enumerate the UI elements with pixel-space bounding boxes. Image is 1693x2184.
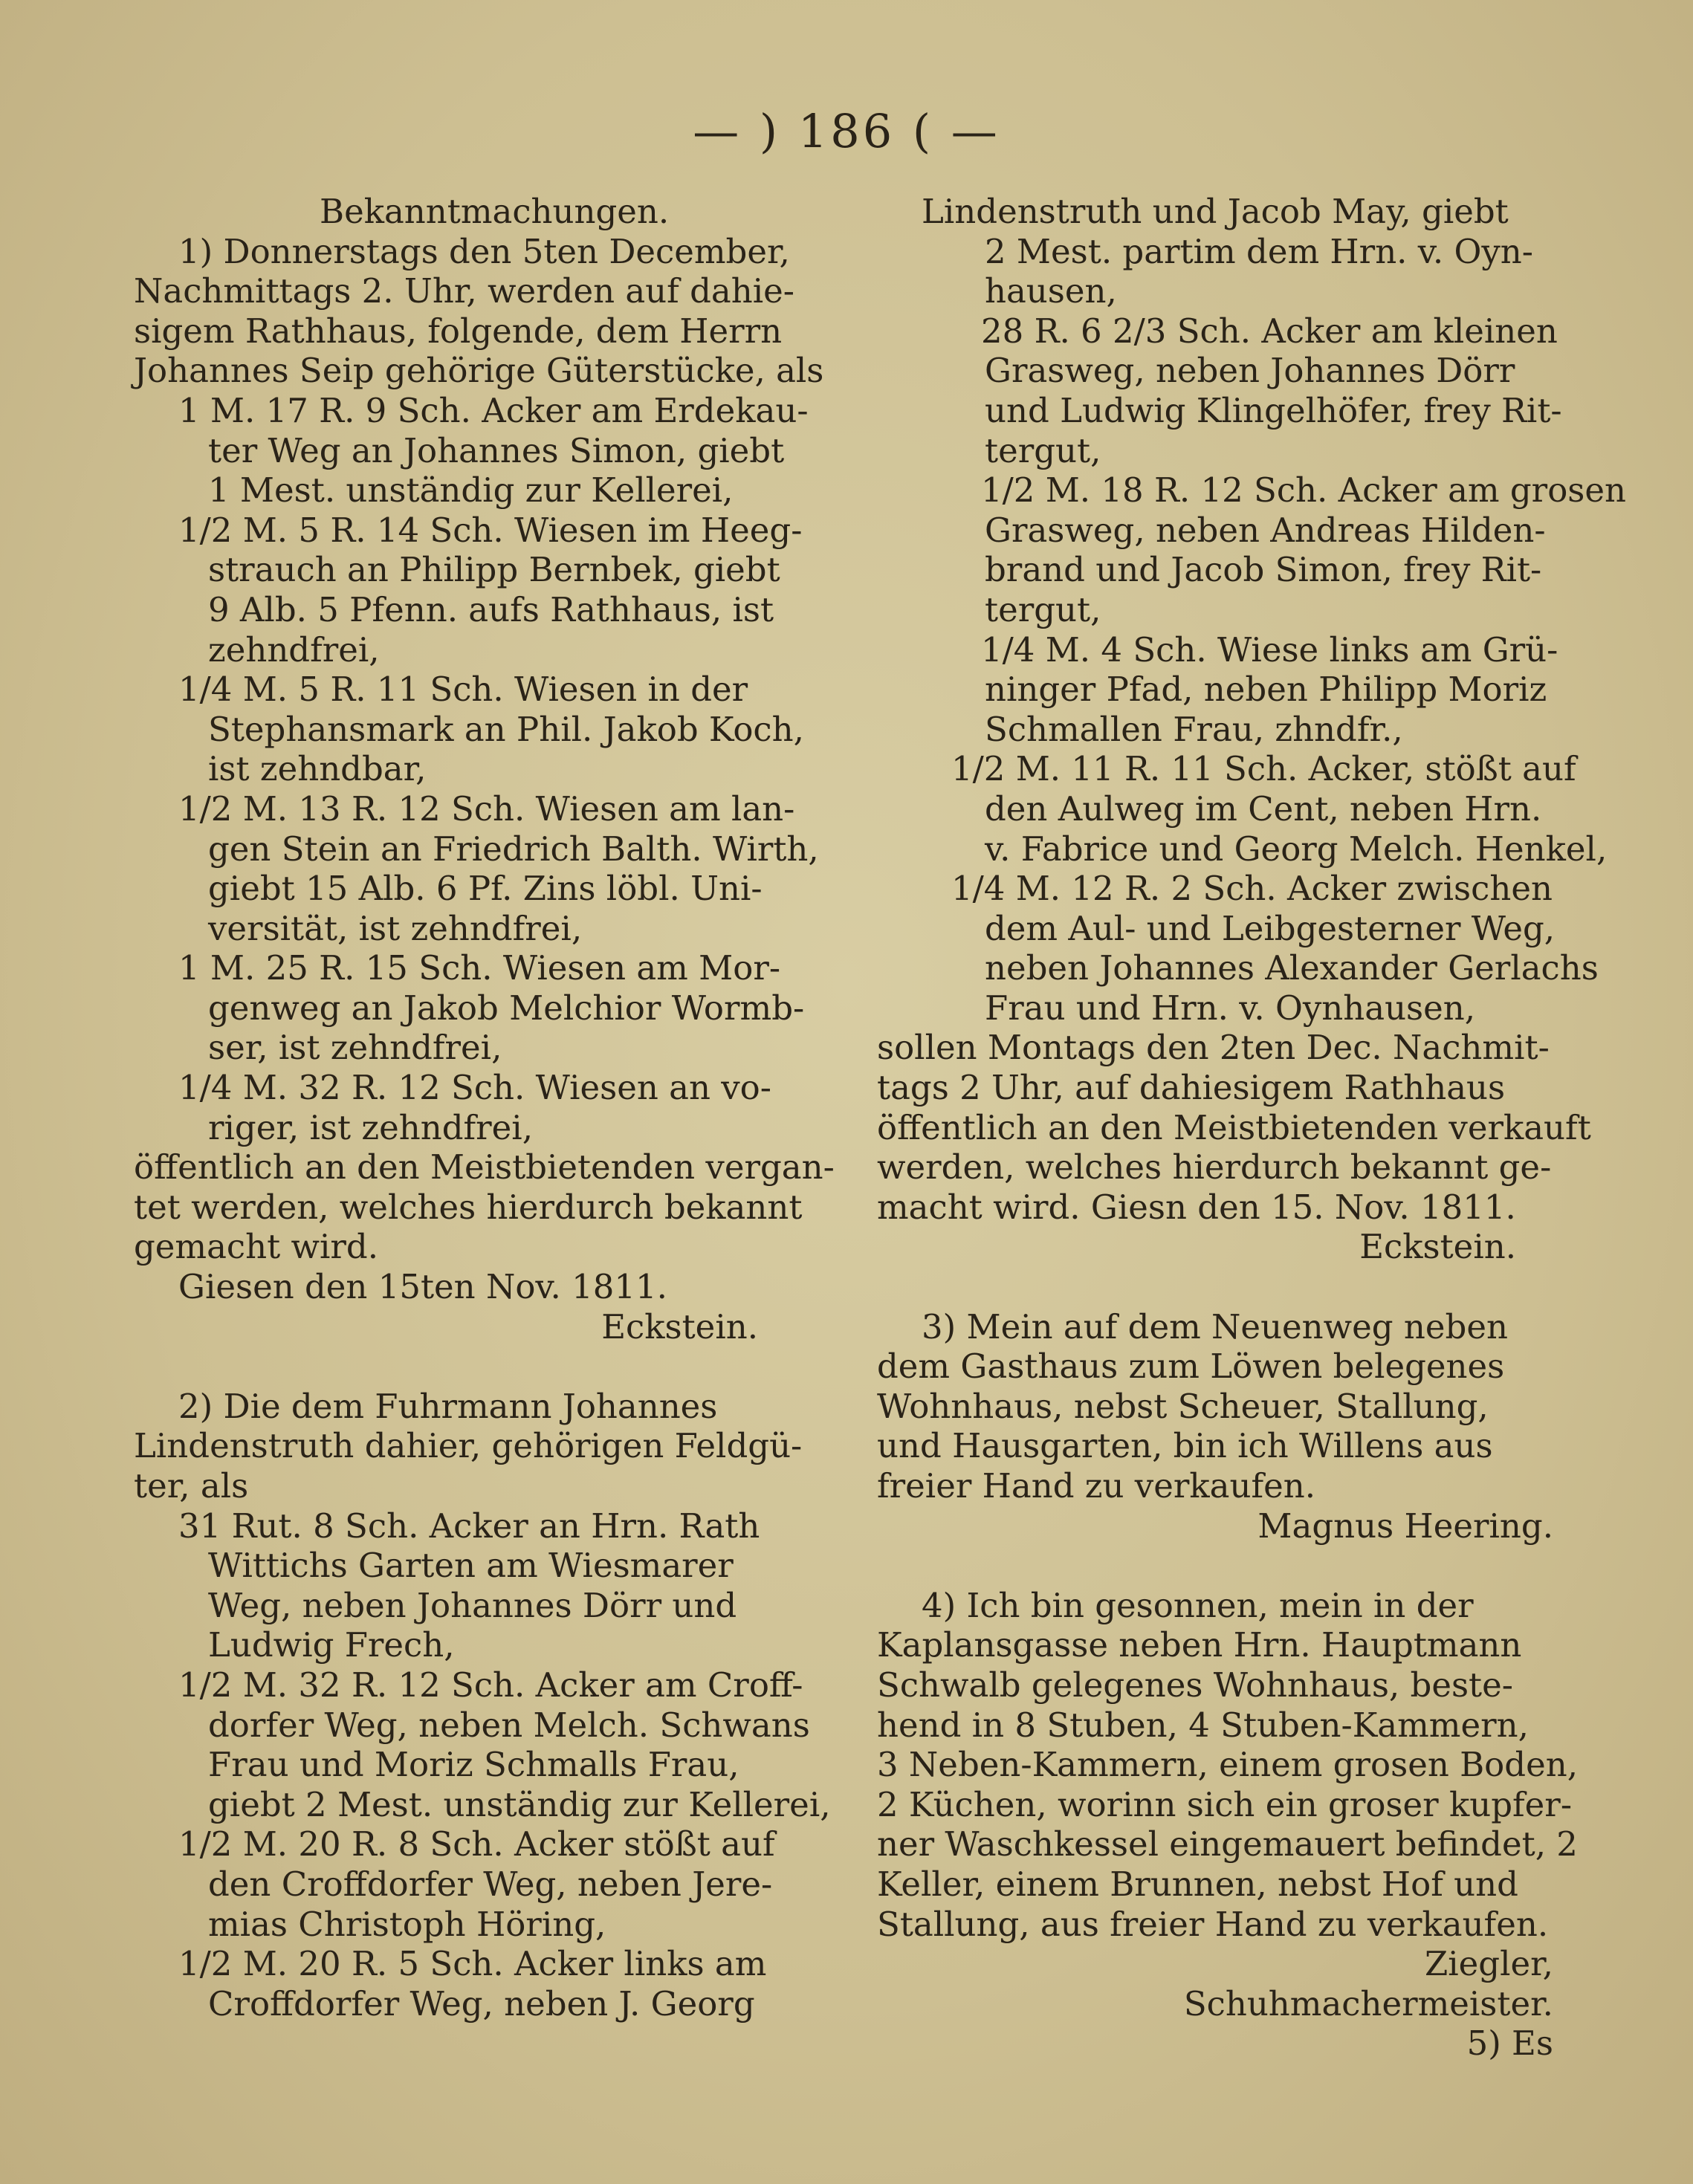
notice-3-signature: Magnus Heering.	[1257, 1506, 1553, 1546]
notice-1-line: Stephansmark an Phil. Jakob Koch,	[208, 709, 804, 749]
notice-2-cont-line: tags 2 Uhr, auf dahiesigem Rathhaus	[877, 1068, 1506, 1108]
notice-2-cont-line: sollen Montags den 2ten Dec. Nachmit-	[877, 1028, 1550, 1068]
notice-2-cont-line: 1/2 M. 11 R. 11 Sch. Acker, stößt auf	[951, 749, 1576, 789]
notice-4-line: 2 Küchen, worinn sich ein groser kupfer-	[877, 1784, 1573, 1824]
notice-2-line: 31 Rut. 8 Sch. Acker an Hrn. Rath	[178, 1506, 760, 1546]
notice-1-line: 9 Alb. 5 Pfenn. aufs Rathhaus, ist	[208, 589, 774, 629]
notice-2-cont-line: 1/4 M. 4 Sch. Wiese links am Grü-	[981, 629, 1558, 670]
notice-2-signature: Eckstein.	[1359, 1227, 1516, 1267]
notice-2-cont-line: 1/4 M. 12 R. 2 Sch. Acker zwischen	[951, 869, 1553, 909]
notice-4-line: Stallung, aus freier Hand zu verkaufen.	[877, 1904, 1549, 1944]
notice-2-line: Croffdorfer Weg, neben J. Georg	[208, 1983, 755, 2023]
notice-2-cont-line: ninger Pfad, neben Philipp Moriz	[985, 670, 1547, 710]
notice-2-line: giebt 2 Mest. unständig zur Kellerei,	[208, 1784, 831, 1824]
notice-1-line: zehndfrei,	[208, 629, 380, 670]
notice-4-signature: Ziegler,	[1425, 1944, 1553, 1984]
notice-1-line: Johannes Seip gehörige Güterstücke, als	[134, 351, 824, 391]
notice-4-line: hend in 8 Stuben, 4 Stuben-Kammern,	[877, 1705, 1529, 1745]
notice-2-cont-line: brand und Jacob Simon, frey Rit-	[985, 550, 1542, 590]
notice-2-line: 2) Die dem Fuhrmann Johannes	[178, 1386, 718, 1426]
notice-2-date: macht wird. Giesn den 15. Nov. 1811.	[877, 1187, 1516, 1227]
notice-2-cont-line: und Ludwig Klingelhöfer, frey Rit-	[985, 390, 1562, 430]
notice-1-line: versität, ist zehndfrei,	[208, 908, 583, 948]
notice-2-cont-line: neben Johannes Alexander Gerlachs	[985, 948, 1599, 988]
notice-2-cont-line: öffentlich an den Meistbietenden verkauft	[877, 1107, 1591, 1147]
notice-4-signature-title: Schuhmachermeister.	[1183, 1983, 1553, 2023]
notice-2-cont-line: Lindenstruth und Jacob May, giebt	[922, 192, 1509, 231]
notice-1-line: sigem Rathhaus, folgende, dem Herrn	[134, 311, 783, 351]
notice-2-line: dorfer Weg, neben Melch. Schwans	[208, 1705, 810, 1745]
notice-2-line: Lindenstruth dahier, gehörigen Feldgü-	[134, 1426, 803, 1466]
notice-4-line: 3 Neben-Kammern, einem grosen Boden,	[877, 1745, 1579, 1785]
section-title: Bekanntmachungen.	[320, 192, 670, 231]
notice-1-date: Giesen den 15ten Nov. 1811.	[178, 1267, 667, 1307]
notice-2-line: Ludwig Frech,	[208, 1625, 455, 1665]
notice-1-line: 1/4 M. 32 R. 12 Sch. Wiesen an vo-	[178, 1068, 771, 1108]
notice-4-line: Keller, einem Brunnen, nebst Hof und	[877, 1864, 1518, 1904]
notice-3-line: Wohnhaus, nebst Scheuer, Stallung,	[877, 1386, 1489, 1426]
page-number-header: — ) 186 ( —	[693, 104, 1000, 158]
notice-1-line: gemacht wird.	[134, 1227, 379, 1267]
notice-2-cont-line: tergut,	[985, 430, 1101, 470]
notice-3-line: 3) Mein auf dem Neuenweg neben	[922, 1306, 1508, 1347]
notice-1-line: 1/2 M. 13 R. 12 Sch. Wiesen am lan-	[178, 788, 795, 829]
notice-2-line: Weg, neben Johannes Dörr und	[208, 1585, 737, 1625]
notice-1-line: giebt 15 Alb. 6 Pf. Zins löbl. Uni-	[208, 869, 763, 909]
notice-2-cont-line: Schmallen Frau, zhndfr.,	[985, 709, 1403, 749]
notice-2-line: 1/2 M. 32 R. 12 Sch. Acker am Croff-	[178, 1665, 803, 1705]
notice-2-line: 1/2 M. 20 R. 5 Sch. Acker links am	[178, 1944, 767, 1984]
notice-2-cont-line: Grasweg, neben Johannes Dörr	[985, 351, 1515, 391]
notice-1-line: 1/4 M. 5 R. 11 Sch. Wiesen in der	[178, 670, 748, 710]
notice-4-line: Kaplansgasse neben Hrn. Hauptmann	[877, 1625, 1522, 1665]
notice-3-line: freier Hand zu verkaufen.	[877, 1466, 1316, 1506]
catchword: 5) Es	[1466, 2023, 1553, 2064]
notice-1-line: 1 M. 17 R. 9 Sch. Acker am Erdekau-	[178, 390, 809, 430]
notice-2-cont-line: 1/2 M. 18 R. 12 Sch. Acker am grosen	[981, 470, 1626, 511]
notice-2-cont-line: Grasweg, neben Andreas Hilden-	[985, 510, 1546, 550]
notice-2-cont-line: hausen,	[985, 271, 1117, 311]
notice-1-line: 1) Donnerstags den 5ten December,	[178, 231, 790, 271]
notice-1-line: ser, ist zehndfrei,	[208, 1028, 502, 1068]
notice-2-line: Wittichs Garten am Wiesmarer	[208, 1546, 734, 1586]
notice-3-line: dem Gasthaus zum Löwen belegenes	[877, 1347, 1505, 1387]
notice-2-line: den Croffdorfer Weg, neben Jere-	[208, 1864, 773, 1904]
notice-2-line: 1/2 M. 20 R. 8 Sch. Acker stößt auf	[178, 1824, 775, 1864]
notice-4-line: Schwalb gelegenes Wohnhaus, beste-	[877, 1665, 1513, 1705]
notice-1-signature: Eckstein.	[601, 1306, 758, 1347]
left-column	[134, 192, 847, 2023]
notice-1-line: gen Stein an Friedrich Balth. Wirth,	[208, 829, 819, 869]
notice-1-line: tet werden, welches hierdurch bekannt	[134, 1187, 803, 1227]
notice-1-line: strauch an Philipp Bernbek, giebt	[208, 550, 780, 590]
notice-2-cont-line: dem Aul- und Leibgesterner Weg,	[985, 908, 1556, 948]
notice-2-line: Frau und Moriz Schmalls Frau,	[208, 1745, 739, 1785]
notice-2-cont-line: v. Fabrice und Georg Melch. Henkel,	[985, 829, 1608, 869]
notice-1-line: 1 Mest. unständig zur Kellerei,	[208, 470, 734, 511]
notice-3-line: und Hausgarten, bin ich Willens aus	[877, 1426, 1493, 1466]
notice-2-cont-line: Frau und Hrn. v. Oynhausen,	[985, 988, 1476, 1028]
notice-2-cont-line: tergut,	[985, 589, 1101, 629]
notice-4-line: ner Waschkessel eingemauert befindet, 2	[877, 1824, 1578, 1864]
notice-2-cont-line: 28 R. 6 2/3 Sch. Acker am kleinen	[981, 311, 1558, 351]
notice-1-line: ter Weg an Johannes Simon, giebt	[208, 430, 785, 470]
notice-2-line: ter, als	[134, 1466, 249, 1506]
notice-2-cont-line: 2 Mest. partim dem Hrn. v. Oyn-	[985, 231, 1533, 271]
notice-2-cont-line: werden, welches hierdurch bekannt ge-	[877, 1147, 1552, 1187]
notice-2-cont-line: den Aulweg im Cent, neben Hrn.	[985, 788, 1542, 829]
notice-1-line: öffentlich an den Meistbietenden vergan-	[134, 1147, 835, 1187]
notice-1-line: ist zehndbar,	[208, 749, 427, 789]
notice-1-line: 1 M. 25 R. 15 Sch. Wiesen am Mor-	[178, 948, 781, 988]
notice-2-line: mias Christoph Höring,	[208, 1904, 606, 1944]
notice-1-line: 1/2 M. 5 R. 14 Sch. Wiesen im Heeg-	[178, 510, 803, 550]
notice-4-line: 4) Ich bin gesonnen, mein in der	[922, 1585, 1474, 1625]
notice-1-line: riger, ist zehndfrei,	[208, 1107, 533, 1147]
right-column	[877, 192, 1626, 2064]
notice-1-line: Nachmittags 2. Uhr, werden auf dahie-	[134, 271, 794, 311]
notice-1-line: genweg an Jakob Melchior Wormb-	[208, 988, 805, 1028]
